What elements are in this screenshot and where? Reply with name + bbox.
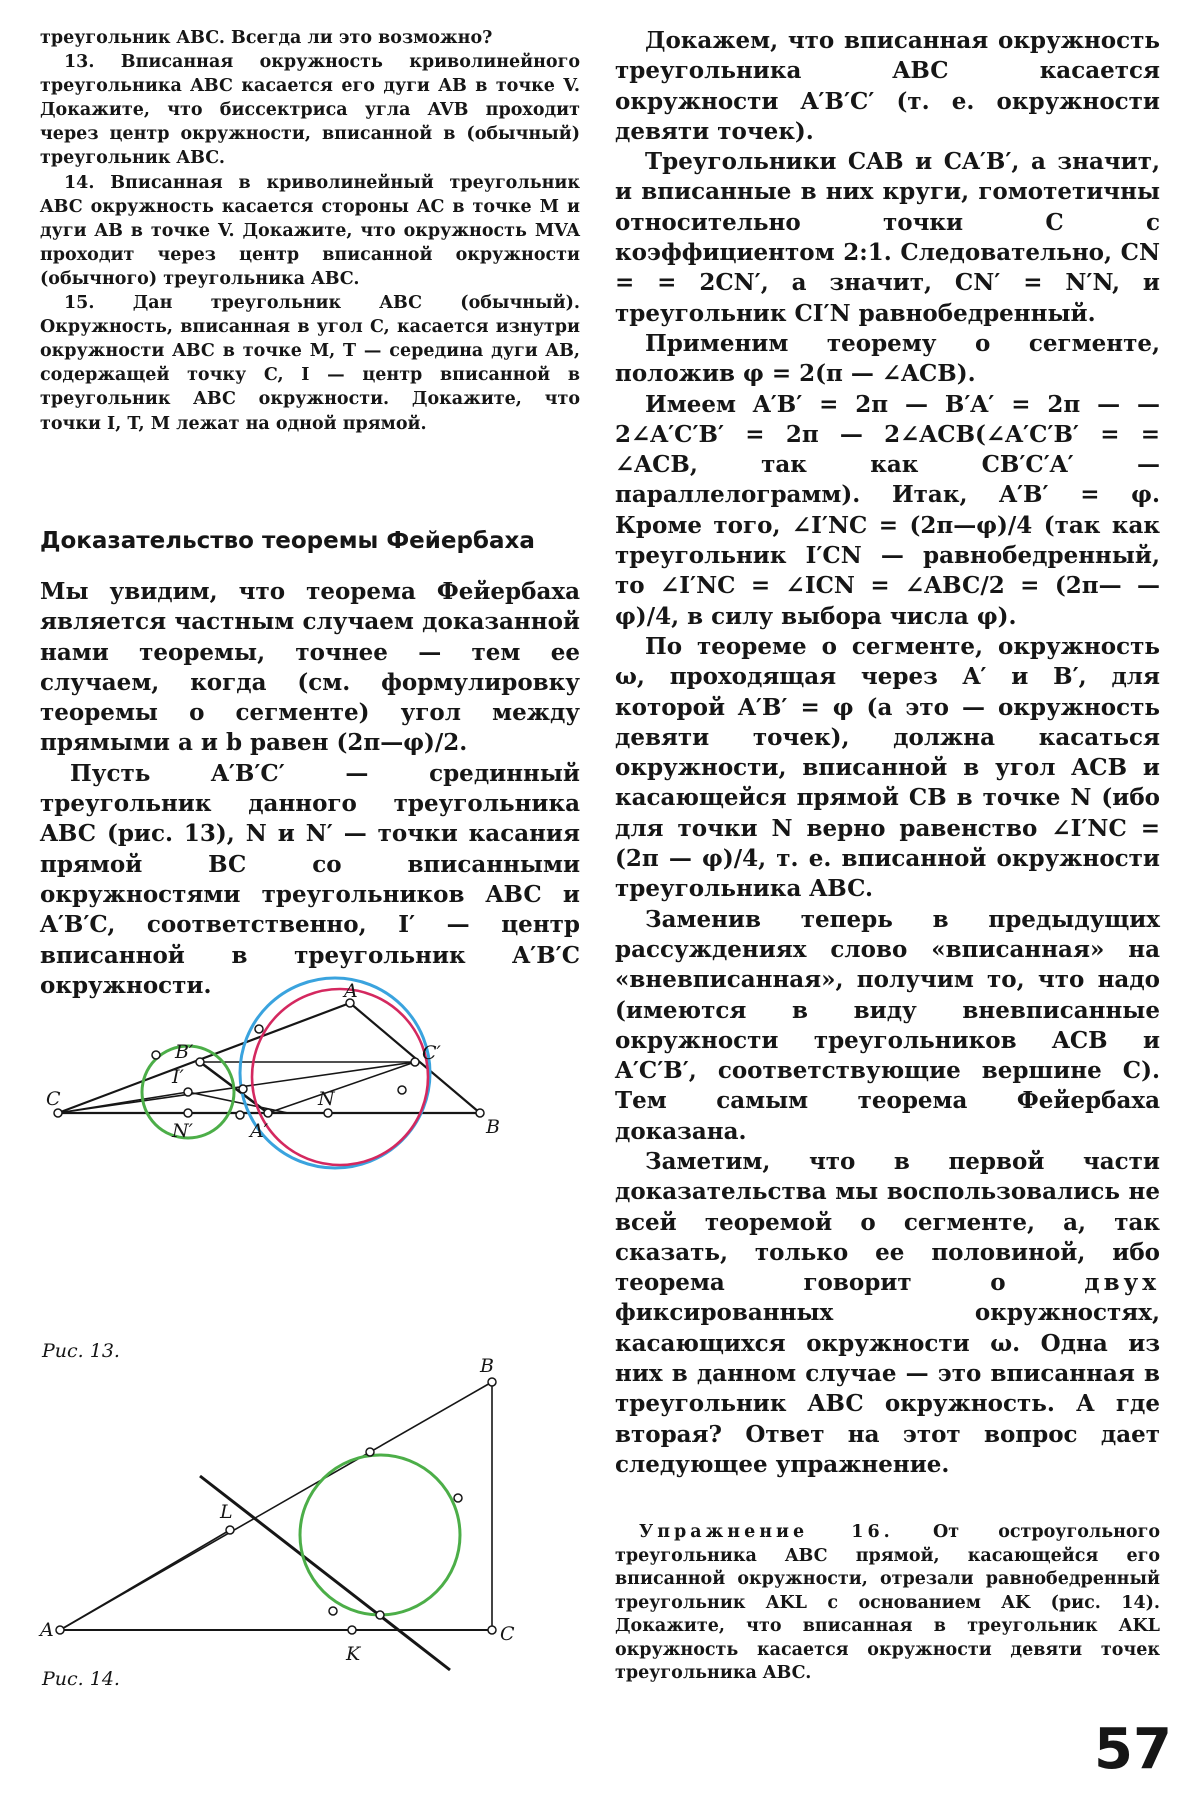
label-C: C [500,1623,515,1645]
exercise-12-continuation: треугольник ABC. Всегда ли это возможно? [40,28,493,48]
figure-13 [40,980,580,1315]
paragraph: Имеем A′B′ = 2π — B′A′ = 2π — —2∠A′C′B′ = 2π — 2∠ACB(∠A′C′B′ = = ∠ACB, так как CB′C′A′ — параллелограмм). Итак, A′B′ = φ. Кроме того, ∠I′NC = (2π—φ)/4 (так как треугольник I′CN — равнобедренный, то ∠I′NC = ∠ICN = ∠ABC/2 = (2π— —φ)/4, в силу выбора числа φ). [615,390,1160,630]
page-number: 57 [1094,1717,1172,1782]
emphasis: двух [1084,1269,1160,1297]
label-N: N [318,1088,335,1110]
exercise-16 [615,1521,1160,1686]
exercise-list [40,26,580,436]
label-A-prime: A′ [250,1120,269,1142]
section-title: Доказательство теоремы Фейербаха [40,528,535,554]
text-run: Заметим, что в первой части доказательства мы воспользовались не всей теоремой о сегменте, а, так сказать, только ее половиной, ибо теорема говорит о [615,1147,1160,1297]
paragraph [615,1147,1160,1480]
exercise-label: Упражнение 16. [639,1522,894,1542]
label-A: A [40,1619,54,1641]
paragraph: Заменив теперь в предыдущих рассуждениях слово «вписанная» на «вневписанная», получим то, что надо (имеются в виду вневписанные окружности треугольников ACB и A′C′B′, соответствующие вершине C). Тем самым теорема Фейербаха доказана. [615,905,1160,1145]
label-B: B [480,1355,494,1377]
label-B-prime: B′ [175,1041,194,1063]
exercise-13: 13. Вписанная окружность криволинейного треугольника ABC касается его дуги AB в точке V. Докажите, что биссектриса угла AVB проходит через центр окружности, вписанной в (обычный) треугольник ABC. [40,52,580,169]
label-N-prime: N′ [172,1120,193,1142]
label-C-prime: C′ [422,1042,441,1064]
right-proof-text [615,26,1160,1480]
points [54,999,484,1119]
figure-14-caption: Рис. 14. [42,1668,120,1690]
figure-14 [40,1355,580,1700]
label-B: B [486,1116,500,1138]
label-K: K [346,1643,361,1665]
label-I-prime: I′ [172,1066,184,1088]
paragraph: Пусть A′B′C′ — срединный треугольник данного треугольника ABC (рис. 13), N и N′ — точки касания прямой BC со вписанными окружностями треугольников ABC и A′B′C, соответственно, I′ — центр вписанной в треугольник A′B′C окружности. [40,759,580,999]
left-proof-text [40,577,580,1001]
figure-13-caption: Рис. 13. [42,1340,120,1362]
label-A: A [344,980,358,1002]
paragraph: По теореме о сегменте, окружность ω, проходящая через A′ и B′, для которой A′B′ = φ (а это — окружность девяти точек), должна касаться окружности, вписанной в угол ACB и касающейся прямой CB в точке N (ибо для точки N верно равенство ∠I′NC = (2π — φ)/4, т. е. вписанной окружности треугольника ABC. [615,632,1160,903]
exercise-text: От остроугольного треугольника ABC прямой, касающейся его вписанной окружности, отрезали равнобедренный треугольник AKL с основанием AK (рис. 14). Докажите, что вписанная в треугольник AKL окружность касается окружности девяти точек треугольника ABC. [615,1522,1160,1683]
exercise-14: 14. Вписанная в криволинейный треугольник ABC окружность касается стороны AC в точке M и дуги AB в точке V. Докажите, что окружность MVA проходит через центр вписанной окружности (обычного) треугольника ABC. [40,172,580,289]
triangle-lines [60,1382,492,1670]
label-L: L [220,1501,233,1523]
incircle [300,1455,460,1615]
paragraph: Применим теорему о сегменте, положив φ = 2(π — ∠ACB). [615,329,1160,388]
paragraph: Треугольники CAB и CA′B′, а значит, и вписанные в них круги, гомотетичны относительно точки C с коэффициентом 2:1. Следовательно, CN = = 2CN′, а значит, CN′ = N′N, и треугольник CI′N равнобедренный. [615,148,1160,327]
paragraph: Мы увидим, что теорема Фейербаха является частным случаем доказанной нами теоремы, точнее — тем ее случаем, когда (см. формулировку теоремы о сегменте) угол между прямыми a и b равен (2π—φ)/2. [40,578,580,757]
label-C: C [46,1088,61,1110]
exercise-15: 15. Дан треугольник ABC (обычный). Окружность, вписанная в угол C, касается изнутри окружности ABC в точке M, T — середина дуги AB, содержащей точку C, I — центр вписанной в треугольник ABC окружности. Докажите, что точки I, T, M лежат на одной прямой. [40,293,580,434]
text-run: фиксированных окружностях, касающихся окружности ω. Одна из них в данном случае — это вписанная в треугольник ABC окружность. А где вторая? Ответ на этот вопрос дает следующее упражнение. [615,1299,1160,1478]
paragraph: Докажем, что вписанная окружность треугольника ABC касается окружности A′B′C′ (т. е. окружности девяти точек). [615,27,1160,145]
incircle [252,989,428,1165]
